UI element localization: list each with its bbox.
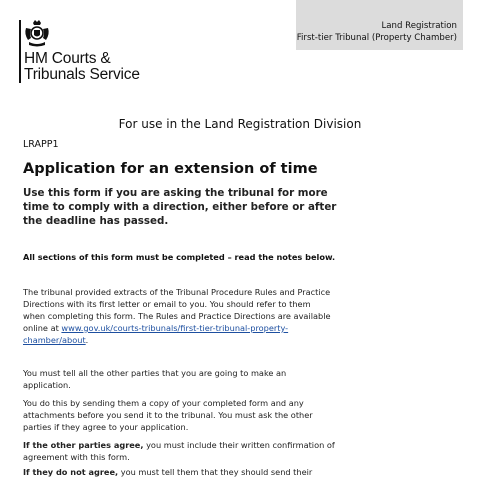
rules-end: . [85,335,89,345]
completion-notice: All sections of this form must be completed – read the notes below. [23,252,336,262]
logo-rule [19,20,21,83]
logo-line-2: Tribunals Service [24,66,140,83]
notify-parties-paragraph: You must tell all the other parties that you are going to make an application. [23,368,287,390]
send-copy-paragraph: You do this by sending them a copy of your completed form and any attachments before you send it to the tribunal. You must ask the other parties if they agree to your application. [23,398,313,432]
form-title: Application for an extension of time [23,161,318,177]
parties-disagree-text: you must tell them that they should send their [118,467,313,477]
rules-text: The tribunal provided extracts of the Tribunal Procedure Rules and Practice Directions with its first letter or email to you. You should refer to them when completing this form. The Rules and Practice Directions are available online at [23,287,331,333]
logo-wordmark [24,51,140,83]
parties-agree-paragraph [23,439,335,463]
royal-crest-icon [24,20,50,48]
jurisdiction-line-2: First-tier Tribunal (Property Chamber) [296,33,457,43]
hmcts-logo [19,20,159,90]
parties-agree-lead: If the other parties agree, [23,440,144,450]
parties-disagree-lead: If they do not agree, [23,467,119,477]
parties-disagree-paragraph [23,466,335,478]
jurisdiction-box [296,0,463,50]
division-heading: For use in the Land Registration Division [118,117,362,131]
rules-paragraph [23,286,335,346]
parties-agree-text: you must include their written confirmation of agreement with this form. [23,440,335,462]
form-code: LRAPP1 [23,139,59,150]
jurisdiction-line-1: Land Registration [381,21,457,31]
tribunal-website-link[interactable]: www.gov.uk/courts-tribunals/first-tier-tribunal-property-chamber/about [23,323,289,345]
logo-line-1: HM Courts & [24,50,111,67]
form-intro: Use this form if you are asking the tribunal for more time to comply with a direction, either before or after the deadline has passed. [23,187,337,227]
